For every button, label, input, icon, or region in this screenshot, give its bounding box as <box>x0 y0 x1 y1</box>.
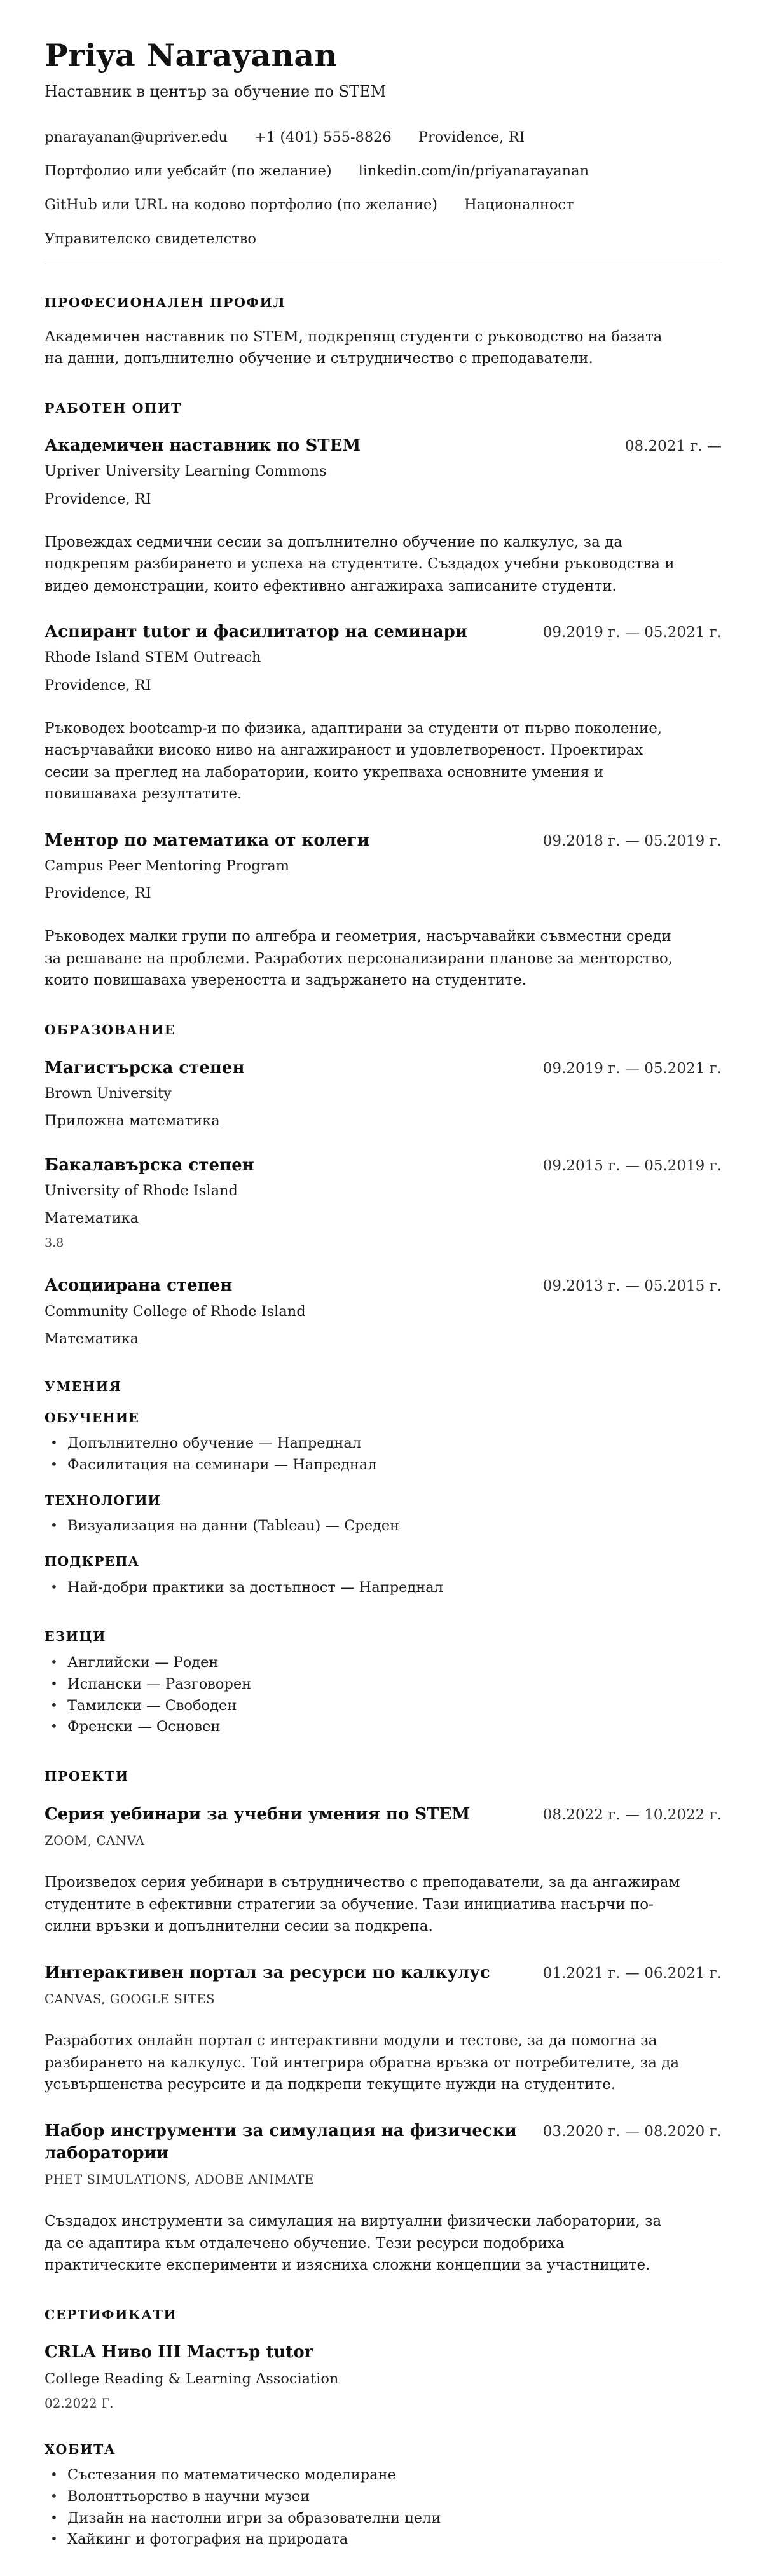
language-item: • Испански — Разговорен <box>45 1674 722 1696</box>
skill-list <box>45 1516 722 1537</box>
job-dates: 09.2018 г. — 05.2019 г. <box>542 832 722 849</box>
language-item: • Френски — Основен <box>45 1716 722 1738</box>
hobby-list <box>45 2465 722 2551</box>
contact-portfolio-label: Портфолио или уебсайт (по желание) <box>45 163 332 180</box>
hobby-item: • Дизайн на настолни игри за образователни цели <box>45 2508 722 2530</box>
project-description: Създадох инструменти за симулация на виртуални физически лаборатории, за да се адаптира към отдалечено обучение. Тези ресурси подобриха практическите експерименти и изясниха сложни концепции за участниците. <box>45 2213 662 2274</box>
job-location: Providence, RI <box>45 676 151 694</box>
contact-block <box>45 128 722 249</box>
contact-row <box>45 162 722 181</box>
project-title: Набор инструменти за симулация на физически лаборатории <box>45 2121 517 2163</box>
section-hobbies <box>45 2442 722 2551</box>
contact-row <box>45 230 722 249</box>
hobby-item: • Волонттьорство в научни музеи <box>45 2486 722 2508</box>
section-experience <box>45 401 722 992</box>
skill-item: • Допълнително обучение — Напреднал <box>45 1433 722 1455</box>
job-entry-head <box>45 435 722 457</box>
contact-email: pnarayanan@upriver.edu <box>45 128 228 146</box>
section-heading-education: ОБРАЗОВАНИЕ <box>45 1022 176 1038</box>
section-skills <box>45 1379 722 1598</box>
degree-field: Математика <box>45 1330 139 1347</box>
contact-linkedin: linkedin.com/in/priyanarayanan <box>358 163 589 180</box>
contact-nationality-label: Националност <box>464 196 574 214</box>
job-entry <box>45 830 722 992</box>
project-tools: CANVAS, GOOGLE SITES <box>45 1991 216 2006</box>
contact-row <box>45 128 722 147</box>
project-title: Серия уебинари за учебни умения по STEM <box>45 1804 471 1824</box>
language-item: • Тамилски — Свободен <box>45 1696 722 1717</box>
hobby-item: • Хайкинг и фотография на природата <box>45 2529 722 2551</box>
degree-entry <box>45 1057 722 1131</box>
degree-entry <box>45 1154 722 1250</box>
contact-row <box>45 196 722 214</box>
job-description: Ръководех малки групи по алгебра и геометрия, насърчавайки съвместни среди за решаване на проблеми. Разработих персонализирани планове за менторство, които повишаваха увереността и задържането на студентите. <box>45 928 673 989</box>
section-heading-profile: ПРОФЕСИОНАЛЕН ПРОФИЛ <box>45 294 286 310</box>
job-description: Ръководех bootcamp-и по физика, адаптирани за студенти от първо поколение, насърчавайки високо ниво на ангажираност и удовлетвореност. Проектирах сесии за преглед на лаборатории, които укрепваха основните умения и повишаваха резултатите. <box>45 720 663 803</box>
contact-github-label: GitHub или URL на кодово портфолио (по желание) <box>45 196 438 214</box>
degree-field: Математика <box>45 1210 139 1227</box>
resume-header <box>45 37 722 264</box>
skill-group-label: ТЕХНОЛОГИИ <box>45 1492 161 1508</box>
job-dates: 08.2021 г. — <box>624 438 722 455</box>
project-dates: 08.2022 г. — 10.2022 г. <box>542 1806 722 1823</box>
skill-item: • Визуализация на данни (Tableau) — Среден <box>45 1516 722 1537</box>
degree-dates: 09.2015 г. — 05.2019 г. <box>542 1158 722 1175</box>
degree-dates: 09.2019 г. — 05.2021 г. <box>542 1060 722 1077</box>
project-dates: 03.2020 г. — 08.2020 г. <box>542 2123 722 2140</box>
degree-school: Brown University <box>45 1085 172 1102</box>
section-heading-experience: РАБОТЕН ОПИТ <box>45 400 182 416</box>
section-heading-certifications: СЕРТИФИКАТИ <box>45 2306 177 2322</box>
degree-field: Приложна математика <box>45 1112 220 1129</box>
resume-document <box>45 37 722 2551</box>
job-location: Providence, RI <box>45 885 151 902</box>
skill-list <box>45 1433 722 1476</box>
job-entry-head <box>45 830 722 852</box>
skill-list <box>45 1577 722 1599</box>
project-tools: PHET SIMULATIONS, ADOBE ANIMATE <box>45 2172 314 2187</box>
project-entry-head <box>45 2120 722 2165</box>
job-title: Ментор по математика от колеги <box>45 830 369 850</box>
certification-title: CRLA Ниво III Мастър tutor <box>45 2343 313 2362</box>
job-title: Академичен наставник по STEM <box>45 436 361 456</box>
skill-group <box>45 1493 722 1537</box>
section-heading-projects: ПРОЕКТИ <box>45 1769 129 1785</box>
hobby-item: • Състезания по математическо моделиране <box>45 2465 722 2486</box>
skill-group <box>45 1554 722 1598</box>
job-company: Rhode Island STEM Outreach <box>45 649 261 666</box>
section-profile <box>45 295 722 370</box>
project-description: Произведох серия уебинари в сътрудничество с преподаватели, за да ангажирам студентите в ефективни стратегии за обучение. Тази инициатива насърчи по-силни връзки и допълнителни сесии за подкрепа. <box>45 1874 680 1935</box>
certification-entry <box>45 2341 722 2411</box>
skill-group-label: ПОДКРЕПА <box>45 1554 140 1570</box>
section-education <box>45 1022 722 1348</box>
job-location: Providence, RI <box>45 490 151 507</box>
contact-driving-license-label: Управителско свидетелство <box>45 230 256 247</box>
degree-entry-head <box>45 1275 722 1297</box>
section-heading-languages: ЕЗИЦИ <box>45 1629 106 1645</box>
certification-date: 02.2022 Г. <box>45 2395 114 2411</box>
degree-dates: 09.2013 г. — 05.2015 г. <box>542 1278 722 1295</box>
project-entry <box>45 1804 722 1938</box>
job-entry <box>45 435 722 597</box>
degree-school: Community College of Rhode Island <box>45 1303 306 1320</box>
degree-entry-head <box>45 1057 722 1079</box>
degree-title: Бакалавърска степен <box>45 1156 254 1175</box>
section-languages <box>45 1629 722 1738</box>
section-certifications <box>45 2307 722 2411</box>
profile-text: Академичен наставник по STEM, подкрепящ студенти с ръководство на базата на данни, допълнително обучение и сътрудничество с преподаватели. <box>45 328 663 367</box>
skill-item: • Най-добри практики за достъпност — Напреднал <box>45 1577 722 1599</box>
contact-location: Providence, RI <box>418 128 525 146</box>
section-heading-skills: УМЕНИЯ <box>45 1379 122 1395</box>
project-entry <box>45 2120 722 2277</box>
job-company: Campus Peer Mentoring Program <box>45 857 290 874</box>
language-item: • Английски — Роден <box>45 1652 722 1674</box>
contact-phone: +1 (401) 555-8826 <box>254 128 392 146</box>
project-title: Интерактивен портал за ресурси по калкулус <box>45 1963 490 1982</box>
certification-issuer: College Reading & Learning Association <box>45 2371 339 2388</box>
person-title: Наставник в център за обучение по STEM <box>45 82 387 100</box>
project-dates: 01.2021 г. — 06.2021 г. <box>542 1964 722 1982</box>
section-projects <box>45 1769 722 2277</box>
project-entry-head <box>45 1804 722 1826</box>
project-entry <box>45 1962 722 2096</box>
person-name: Priya Narayanan <box>45 37 338 74</box>
project-description: Разработих онлайн портал с интерактивни модули и тестове, за да помогна за разбирането на калкулус. Той интегрира обратна връзка от потребителите, за да усъвършенства ресурсите и да подкрепи текущите нужди на студентите. <box>45 2032 680 2093</box>
job-dates: 09.2019 г. — 05.2021 г. <box>542 624 722 641</box>
skill-group-label: ОБУЧЕНИЕ <box>45 1409 139 1425</box>
job-entry <box>45 621 722 805</box>
skill-group <box>45 1410 722 1476</box>
skill-item: • Фасилитация на семинари — Напреднал <box>45 1455 722 1476</box>
section-heading-hobbies: ХОБИТА <box>45 2441 116 2457</box>
job-company: Upriver University Learning Commons <box>45 463 327 480</box>
degree-gpa: 3.8 <box>45 1235 64 1250</box>
degree-entry-head <box>45 1154 722 1177</box>
degree-title: Асоциирана степен <box>45 1276 233 1296</box>
job-title: Аспирант tutor и фасилитатор на семинари <box>45 622 468 642</box>
language-list <box>45 1652 722 1738</box>
project-tools: ZOOM, CANVA <box>45 1833 145 1848</box>
job-description: Провеждах седмични сесии за допълнително обучение по калкулус, за да подкрепям разбирането и успеха на студентите. Създадох учебни ръководства и видео демонстрации, които ефективно ангажираха записаните студенти. <box>45 533 675 594</box>
degree-title: Магистърска степен <box>45 1058 245 1078</box>
degree-entry <box>45 1275 722 1348</box>
degree-school: University of Rhode Island <box>45 1182 238 1200</box>
job-entry-head <box>45 621 722 643</box>
project-entry-head <box>45 1962 722 1984</box>
